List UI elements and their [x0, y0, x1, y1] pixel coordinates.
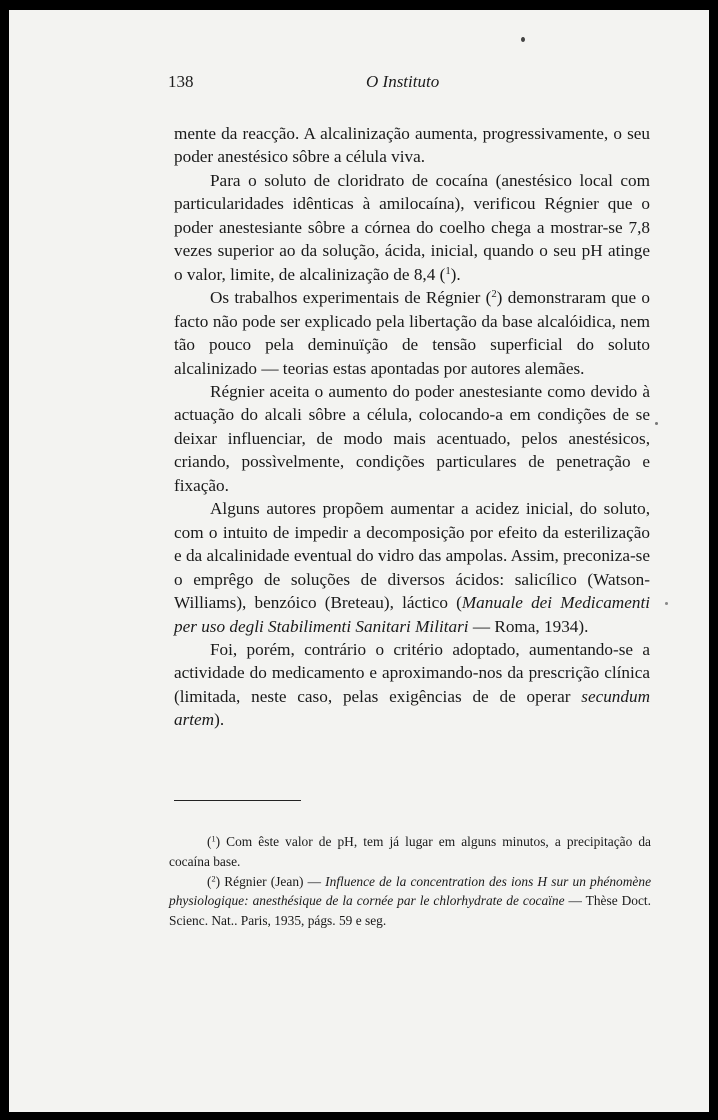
paragraph-1-text: mente da reacção. A alcalinização aumenta, progressivamente, o seu poder anestésico sôbre a célula viva. [174, 124, 650, 167]
footnote-1 [169, 832, 651, 872]
paragraph-6-end: ). [214, 710, 225, 730]
footnote-1-text: ) Com êste valor de pH, tem já lugar em alguns minutos, a precipitação da cocaína base. [169, 834, 651, 869]
footnotes [169, 832, 651, 931]
paragraph-5-citation: Manuale dei Medicamenti per uso degli Stabilimenti Sanitari Militari [174, 593, 650, 636]
paragraph-5 [174, 497, 650, 638]
paragraph-4-text: Régnier aceita o aumento do poder anestesiante como devido à actuação do alcali sôbre a célula, colocando-a em condições de se deixar influenciar, de modo mais acentuado, pelos anestésicos, criando, possìvelmente, condições particulares de penetração e fixação. [174, 381, 650, 495]
body-text [174, 122, 650, 732]
running-header [9, 72, 709, 94]
footnote-divider [174, 800, 301, 801]
footnote-2 [169, 872, 651, 931]
footnote-2-title: Influence de la concentration des ions H sur un phénomène physiologique: anesthésique de la cornée par le chlorhydrate de cocaïne [169, 873, 652, 909]
paragraph-2 [174, 169, 650, 286]
footnote-2-end: — Thèse Doct. Scienc. Nat.. Paris, 1935, págs. 59 e seg. [169, 893, 651, 929]
paragraph-6-start: Foi, porém, contrário o critério adoptado, aumentando-se a actividade do medicamento e aproximando-nos da prescrição clínica (limitada, neste caso, pelas exigências de de operar [174, 639, 650, 706]
footnote-2-marker: 2 [211, 874, 216, 884]
paragraph-3-text: ) demonstraram que o facto não pode ser explicado pela libertação da base alcalóidica, nem tão pouco pela deminuïção de tensão superficial do soluto alcalinizado — teorias estas apontadas por autores alemães. [174, 288, 651, 378]
paragraph-5-start: Alguns autores propõem aumentar a acidez inicial, do soluto, com o intuito de impedir a decomposição por efeito da esterilização e da alcalinidade eventual do vidro das ampolas. Assim, preconiza-se o emprêgo de soluções de diversos ácidos: salicílico (Watson-Williams), benzóico (Breteau), láctico ( [174, 499, 650, 613]
paragraph-2-text: Para o soluto de cloridrato de cocaína (anestésico local com particularidades idênticas à amilocaína), verificou Régnier que o poder anestesiante sôbre a córnea do coelho chega a mostrar-se 7,8 vezes superior ao da solução, ácida, inicial, quando o seu pH atinge o valor, limite, de alcalinização de 8,4 ( [174, 170, 650, 284]
footnote-2-author: ) Régnier (Jean) — [215, 873, 326, 889]
paragraph-1 [174, 122, 650, 169]
paragraph-6-latin: secundum artem [174, 686, 650, 730]
footnote-1-open: ( [207, 834, 212, 849]
paragraph-2-end: ). [450, 264, 461, 284]
page-number: 138 [168, 72, 194, 91]
running-title: O Instituto [366, 72, 440, 91]
footnote-ref-1: 1 [445, 265, 451, 277]
ink-speck [521, 37, 525, 42]
paragraph-6 [174, 638, 650, 732]
paragraph-5-end: — Roma, 1934). [468, 616, 589, 636]
paragraph-3 [174, 286, 650, 380]
ink-speck [665, 602, 668, 605]
footnote-1-marker: 1 [211, 834, 216, 844]
footnote-ref-2: 2 [491, 289, 497, 301]
book-page [9, 10, 709, 1112]
ink-speck [655, 422, 658, 425]
paragraph-3-start: Os trabalhos experimentais de Régnier ( [210, 288, 492, 308]
paragraph-4 [174, 380, 650, 497]
footnote-2-open: ( [207, 873, 212, 889]
